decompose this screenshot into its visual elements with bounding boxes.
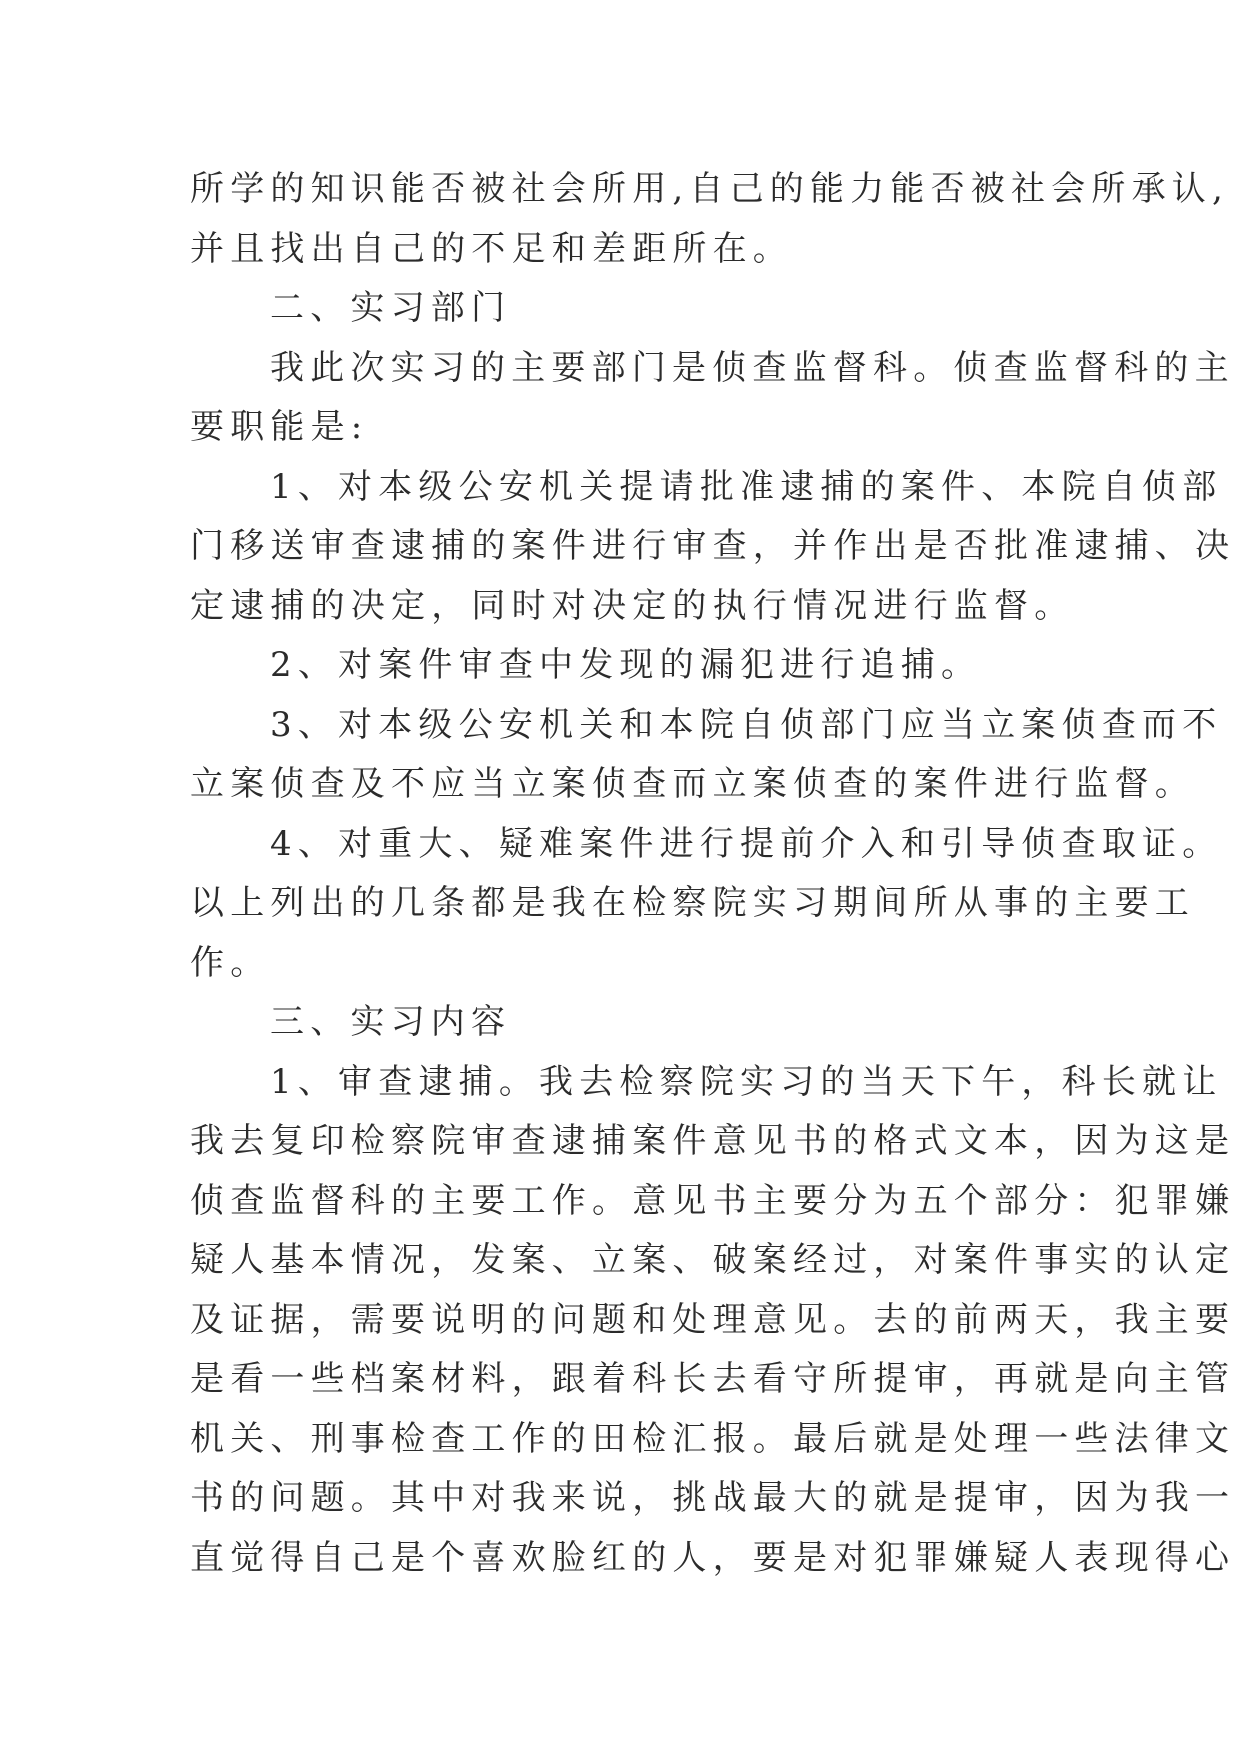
text-line: 门移送审查逮捕的案件进行审查，并作出是否批准逮捕、决 [190, 526, 1236, 566]
text-line: 疑人基本情况，发案、立案、破案经过，对案件事实的认定 [190, 1240, 1236, 1280]
list-item: 3、对本级公安机关和本院自侦部门应当立案侦查而不 [270, 704, 1223, 745]
text-line: 要职能是: [190, 407, 369, 447]
text-line: 侦查监督科的主要工作。意见书主要分为五个部分：犯罪嫌 [190, 1180, 1236, 1221]
list-item: 2、对案件审查中发现的漏犯进行追捕。 [270, 645, 982, 685]
list-item: 1、对本级公安机关提请批准逮捕的案件、本院自侦部 [270, 466, 1223, 507]
text-line: 直觉得自己是个喜欢脸红的人，要是对犯罪嫌疑人表现得心 [190, 1537, 1236, 1578]
text-line: 是看一些档案材料，跟着科长去看守所提审，再就是向主管 [190, 1359, 1236, 1399]
section-heading: 二、实习部门 [270, 288, 512, 328]
text-line: 并且找出自己的不足和差距所在。 [190, 228, 793, 269]
text-line: 我去复印检察院审查逮捕案件意见书的格式文本，因为这是 [190, 1121, 1236, 1161]
section-heading: 三、实习内容 [270, 1002, 512, 1042]
text-line: 以上列出的几条都是我在检察院实习期间所从事的主要工 [190, 883, 1195, 923]
text-line: 定逮捕的决定，同时对决定的执行情况进行监督。 [190, 585, 1075, 626]
text-line: 书的问题。其中对我来说，挑战最大的就是提审，因为我一 [190, 1478, 1236, 1518]
text-line: 作。 [190, 942, 271, 983]
text-line: 立案侦查及不应当立案侦查而立案侦查的案件进行监督。 [190, 764, 1195, 804]
list-item: 4、对重大、疑难案件进行提前介入和引导侦查取证。 [270, 823, 1223, 864]
text-line: 机关、刑事检查工作的田检汇报。最后就是处理一些法律文 [190, 1418, 1236, 1459]
text-line: 及证据，需要说明的问题和处理意见。去的前两天，我主要 [190, 1299, 1236, 1340]
text-line: 我此次实习的主要部门是侦查监督科。侦查监督科的主 [270, 347, 1235, 388]
body-text [190, 160, 1236, 1588]
list-item: 1、审查逮捕。我去检察院实习的当天下午，科长就让 [270, 1061, 1223, 1102]
text-line: 所学的知识能否被社会所用,自己的能力能否被社会所承认, [190, 169, 1230, 209]
